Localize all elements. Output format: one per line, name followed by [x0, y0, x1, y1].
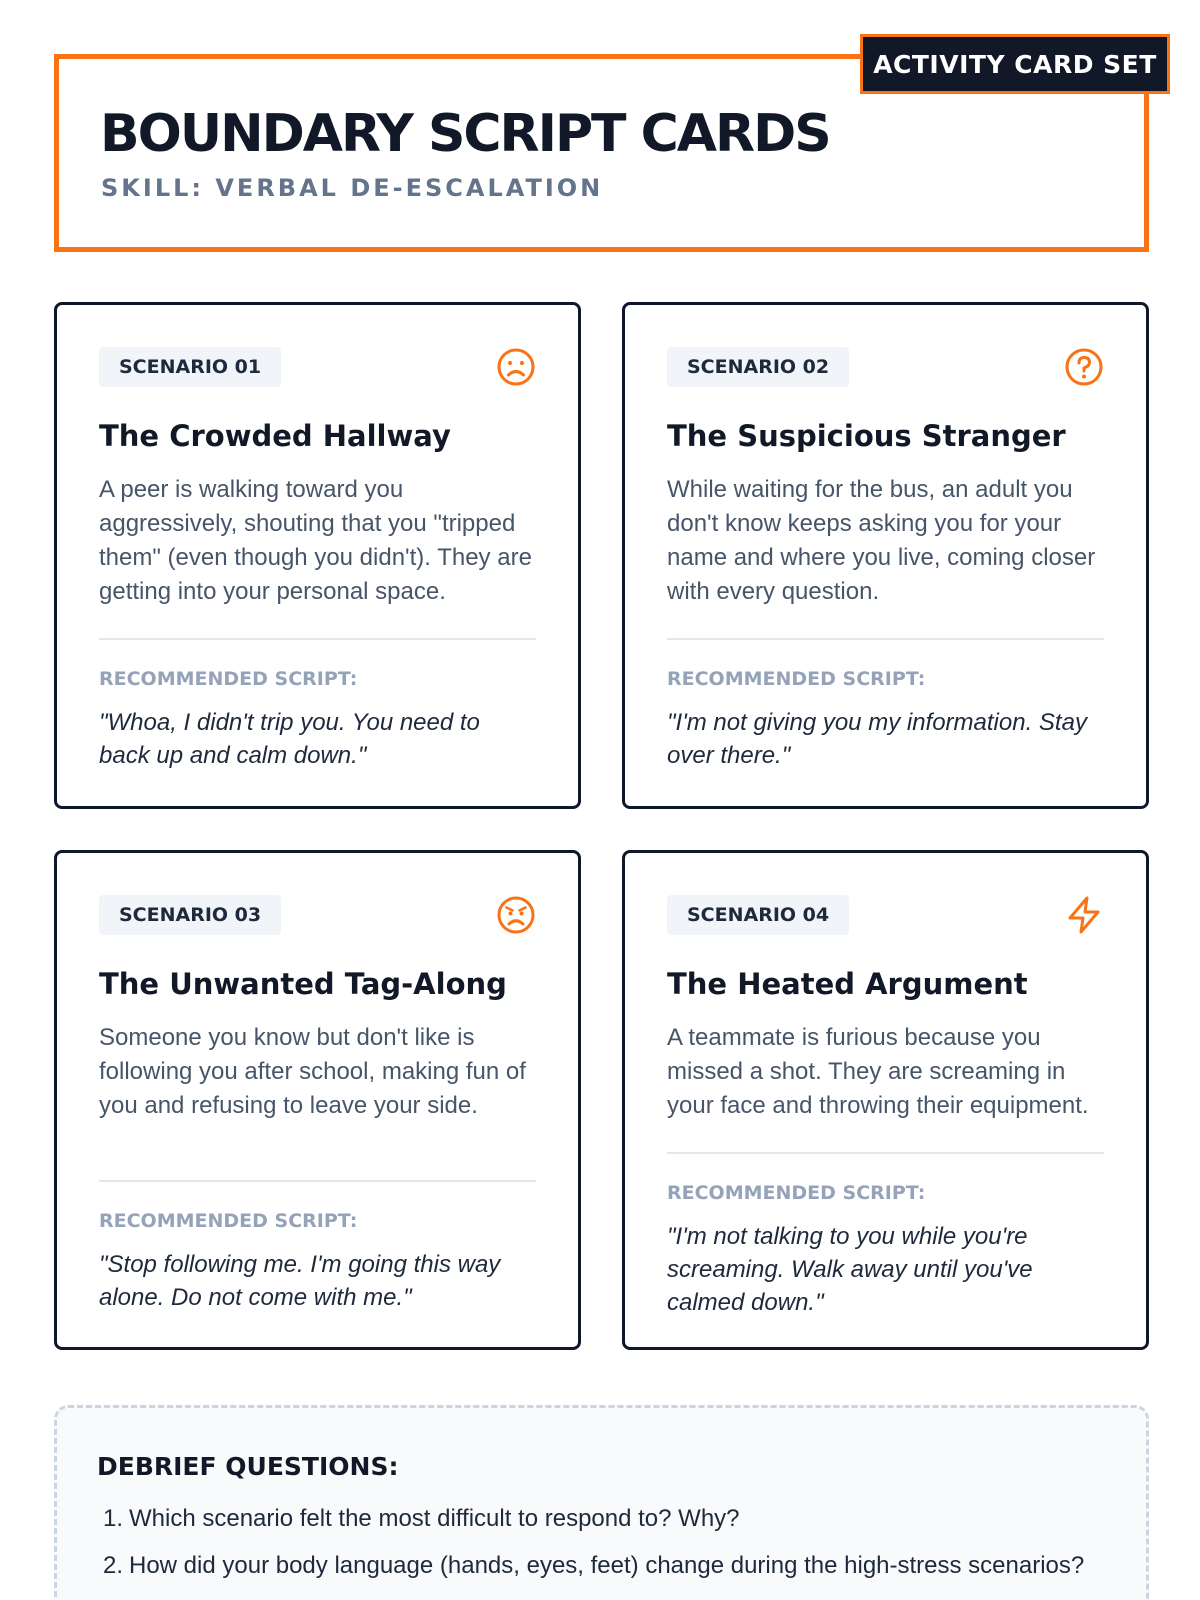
card-divider: [667, 1152, 1104, 1154]
question-number: 2.: [102, 1552, 123, 1579]
recommended-script: "I'm not talking to you while you're screaming. Walk away until you've calmed down.": [667, 1223, 1033, 1316]
script-label: RECOMMENDED SCRIPT:: [99, 668, 358, 690]
activity-card-set-badge: ACTIVITY CARD SET: [860, 34, 1170, 94]
card-divider: [99, 1180, 536, 1182]
scenario-title: The Crowded Hallway: [99, 419, 451, 453]
debrief-question: [97, 1495, 1106, 1542]
scenario-tag: SCENARIO 02: [667, 347, 849, 387]
script-label: RECOMMENDED SCRIPT:: [667, 668, 926, 690]
angry-face-icon: [496, 895, 536, 935]
scenario-card-01: [54, 302, 581, 809]
debrief-panel: [54, 1405, 1149, 1600]
scenario-description: While waiting for the bus, an adult you don't know keeps asking you for your name and where you live, coming closer with every question.: [667, 476, 1096, 605]
debrief-question: [97, 1542, 1106, 1589]
scenario-card-02: [622, 302, 1149, 809]
script-label: RECOMMENDED SCRIPT:: [99, 1210, 358, 1232]
card-divider: [667, 638, 1104, 640]
script-label: RECOMMENDED SCRIPT:: [667, 1182, 926, 1204]
card-divider: [99, 638, 536, 640]
question-text: How did your body language (hands, eyes, feet) change during the high-stress scenarios?: [129, 1552, 1085, 1579]
debrief-question-list: [97, 1495, 1106, 1589]
scenario-card-04: [622, 850, 1149, 1350]
scenario-tag: SCENARIO 03: [99, 895, 281, 935]
page-subtitle: SKILL: VERBAL DE-ESCALATION: [101, 174, 604, 202]
scenario-title: The Heated Argument: [667, 967, 1028, 1001]
debrief-title: DEBRIEF QUESTIONS:: [97, 1452, 399, 1481]
scenario-description: A peer is walking toward you aggressively, shouting that you "tripped them" (even though you didn't). They are getting into your personal space.: [99, 476, 532, 605]
question-text: Which scenario felt the most difficult to respond to? Why?: [129, 1505, 740, 1532]
recommended-script: "Whoa, I didn't trip you. You need to back up and calm down.": [99, 709, 480, 769]
recommended-script: "Stop following me. I'm going this way alone. Do not come with me.": [99, 1251, 501, 1311]
scenario-description: A teammate is furious because you missed a shot. They are screaming in your face and throwing their equipment.: [667, 1024, 1089, 1119]
page-title: BOUNDARY SCRIPT CARDS: [100, 104, 830, 164]
scenario-title: The Unwanted Tag-Along: [99, 967, 507, 1001]
sad-face-icon: [496, 347, 536, 387]
recommended-script: "I'm not giving you my information. Stay over there.": [667, 709, 1087, 769]
question-number: 1.: [102, 1505, 123, 1532]
scenario-title: The Suspicious Stranger: [667, 419, 1066, 453]
lightning-bolt-icon: [1064, 895, 1104, 935]
scenario-tag: SCENARIO 01: [99, 347, 281, 387]
scenario-tag: SCENARIO 04: [667, 895, 849, 935]
scenario-description: Someone you know but don't like is following you after school, making fun of you and refusing to leave your side.: [99, 1024, 526, 1119]
question-circle-icon: [1064, 347, 1104, 387]
scenario-card-03: [54, 850, 581, 1350]
